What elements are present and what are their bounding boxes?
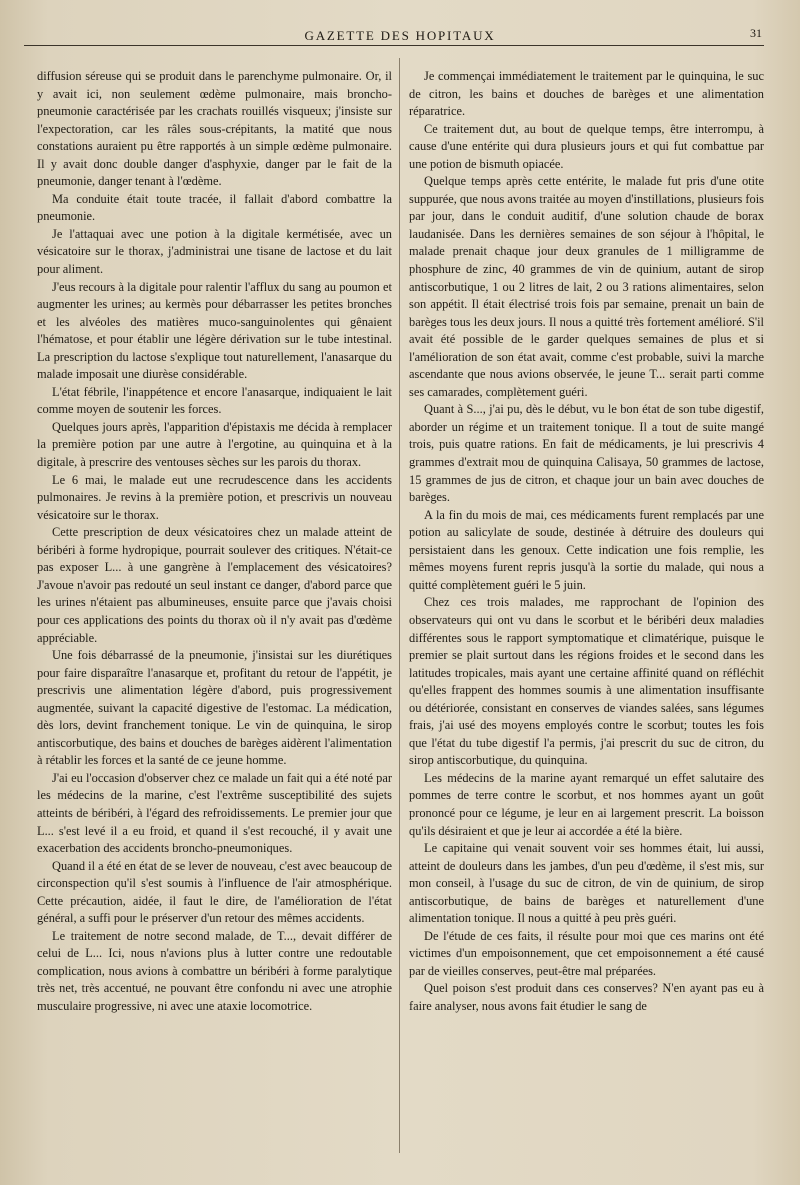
paragraph: Le traitement de notre second malade, de T..., devait différer de celui de L... Ici, nous n'avions plus à lutter contre une redoutable complication, nous avions à combattre un béribéri à forme paralytique très net, très accentué, ne pouvant être confondu ni avec une atrophie musculaire progressive, ni avec une ataxie locomotrice. [37, 928, 392, 1013]
page-number: 31 [750, 26, 762, 40]
header-rule [24, 45, 764, 46]
paragraph: A la fin du mois de mai, ces médicaments furent remplacés par une potion au salicylate de soude, destinée à détruire des douleurs qui persistaient dans les genoux. Cette indication une fois remplie, les mêmes moyens furent repris jusqu'à la sortie du malade, qui nous a quitté complètement guéri le 5 juin. [409, 507, 764, 592]
paragraph: Cette prescription de deux vésicatoires chez un malade atteint de béribéri à forme hydropique, pourrait soulever des critiques. N'était-ce pas exposer L... à une gangrène à l'emplacement des vésicatoires? J'avoue n'avoir pas redouté un seul instant ce danger, d'abord parce que les urines n'étaient pas albumineuses, ensuite parce que j'avais choisi pour ces applications des points du thorax où il n'y avait pas d'œdème appréciable. [37, 525, 392, 645]
paragraph: Quelque temps après cette entérite, le malade fut pris d'une otite suppurée, que nous avons traitée au moyen d'instillations, plusieurs fois par jour, dans le conduit auditif, d'une solution chaude de borax laudanisée. Dans les dernières semaines de son séjour à l'hôpital, le malade prenait chaque jour deux granules de 1 milligramme de phosphure de zinc, 40 grammes de vin de quinium, autant de sirop antiscorbutique, 1 ou 2 litres de lait, 2 ou 3 rations alimentaires, selon son appétit. Il était électrisé trois fois par semaine, prenait un bain de barèges tous les deux jours. Il nous a quitté très fortement amélioré. S'il avait été possible de le garder quelques semaines de plus et si l'amélioration de son état avait, comme c'est probable, suivi la marche ascendante que nous avions observée, le jeune T... serait parti comme ses camarades, complètement guéri. [409, 174, 764, 399]
paragraph: L'état fébrile, l'inappétence et encore l'anasarque, indiquaient le lait comme moyen de soutenir les forces. [37, 384, 392, 417]
paragraph: Quand il a été en état de se lever de nouveau, c'est avec beaucoup de circonspection qu'il s'est soumis à l'influence de l'air atmosphérique. Cette précaution, aidée, il faut le dire, de l'amélioration de l'état général, a suffi pour le préserver d'un retour des mêmes accidents. [37, 858, 392, 926]
paragraph: Le capitaine qui venait souvent voir ses hommes était, lui aussi, atteint de douleurs dans les jambes, d'un peu d'œdème, il s'est mis, sur mon conseil, à l'usage du suc de citron, de vin de quinium, de sirop antiscorbutique, de bains de barèges et naturellement d'une alimentation tonique. Il nous a quitté à peu près guéri. [409, 841, 764, 926]
paragraph: Ce traitement dut, au bout de quelque temps, être interrompu, à cause d'une entérite qui dura plusieurs jours et qui fut combattue par une potion de bismuth opiacée. [409, 121, 764, 171]
paragraph: J'ai eu l'occasion d'observer chez ce malade un fait qui a été noté par les médecins de la marine, c'est l'extrême susceptibilité des sujets atteints de béribéri, à l'égard des refroidissements. Le premier jour que L... s'est levé il a eu froid, et quand il s'est recouché, il y avait une exacerbation des accidents broncho-pneumoniques. [37, 770, 392, 856]
paragraph: Ma conduite était toute tracée, il fallait d'abord combattre la pneumonie. [37, 191, 392, 224]
paragraph: Le 6 mai, le malade eut une recrudescence dans les accidents pulmonaires. Je revins à la première potion, et prescrivis un nouveau vésicatoire sur le thorax. [37, 472, 392, 522]
paragraph: J'eus recours à la digitale pour ralentir l'afflux du sang au poumon et augmenter les urines; au kermès pour débarrasser les petites bronches et les alvéoles des matières muco-sanguinolentes qui gênaient l'hématose, et pour établir une légère dérivation sur le tube intestinal. La prescription du lactose s'explique tout naturellement, l'anasarque du malade imposait une diurèse considérable. [37, 279, 392, 382]
running-head: GAZETTE DES HOPITAUX [304, 28, 496, 43]
paragraph: Quelques jours après, l'apparition d'épistaxis me décida à remplacer la première potion par une autre à l'ergotine, au quinquina et à la digitale, à prescrire des ventouses sèches sur les parois du thorax. [37, 419, 392, 470]
paragraph: Je l'attaquai avec une potion à la digitale kermétisée, avec un vésicatoire sur le thorax, j'administrai une tisane de lactose et du lait pour aliment. [37, 226, 392, 277]
paragraph: diffusion séreuse qui se produit dans le parenchyme pulmonaire. Or, il y avait ici, non seulement œdème pulmonaire, mais broncho-pneumonie caractérisée par les crachats rouillés visqueux; j'insiste sur l'expectoration, car les râles sous-crépitants, la matité que nous constations auraient pu être rapportés à un simple œdème pulmonaire. Il y avait donc double danger d'asphyxie, danger par le fait de la pneumonie, danger tenant à l'œdème. [37, 69, 392, 189]
paragraph: Les médecins de la marine ayant remarqué un effet salutaire des pommes de terre contre le scorbut, et nos hommes ayant un goût prononcé pour ce légume, je leur en ai largement prescrit. La boisson qu'ils désiraient et que je leur ai accordée a été la bière. [409, 770, 764, 838]
paragraph: Quel poison s'est produit dans ces conserves? N'en ayant pas eu à faire analyser, nous avons fait étudier le sang de [409, 981, 764, 1013]
column-divider [399, 58, 400, 1153]
paragraph: De l'étude de ces faits, il résulte pour moi que ces marins ont été victimes d'un empoisonnement, que cet empoisonnement a été causé par de vieilles conserves, peut-être mal préparées. [409, 928, 764, 978]
paragraph: Je commençai immédiatement le traitement par le quinquina, le suc de citron, les bains et douches de barèges et une alimentation réparatrice. [409, 69, 764, 119]
paragraph: Chez ces trois malades, me rapprochant de l'opinion des observateurs qui ont vu dans le scorbut et le béribéri deux maladies différentes sous le rapport symptomatique et climatérique, puisque le premier se plait surtout dans les régions froides et le second dans les latitudes tropicales, mais ayant une certaine affinité quand on réfléchit qu'elles frappent des hommes soumis à une alimentation insuffisante ou détériorée, consistant en conserves de viandes salées, sans légumes frais, j'ai usé des moyens employés contre le scorbut; toutes les fois que l'état du tube digestif l'a permis, j'ai prescrit du suc de citron, du sirop antiscorbutique, du quinquina. [409, 595, 764, 768]
right-column [409, 68, 764, 1016]
paragraph: Quant à S..., j'ai pu, dès le début, vu le bon état de son tube digestif, aborder un régime et un traitement tonique. Il a tout de suite mangé trois, puis quatre rations. En fait de médicaments, je lui prescrivis 4 grammes d'extrait mou de quinquina Calisaya, 50 grammes de lactose, 15 grammes de jus de citron, et chaque jour un bain avec douches de barèges. [409, 402, 764, 505]
left-column [37, 68, 392, 1016]
paragraph: Une fois débarrassé de la pneumonie, j'insistai sur les diurétiques pour faire disparaître l'anasarque et, profitant du retour de l'appétit, je prescrivis une alimentation légère d'abord, puis progressivement augmentée, suivant la capacité digestive de l'estomac. La médication, dès lors, devint franchement tonique. Le vin de quinquina, le sirop antiscorbutique, des bains et douches de barèges aidèrent l'alimentation à rétablir les forces et la santé de ce jeune homme. [37, 648, 392, 768]
